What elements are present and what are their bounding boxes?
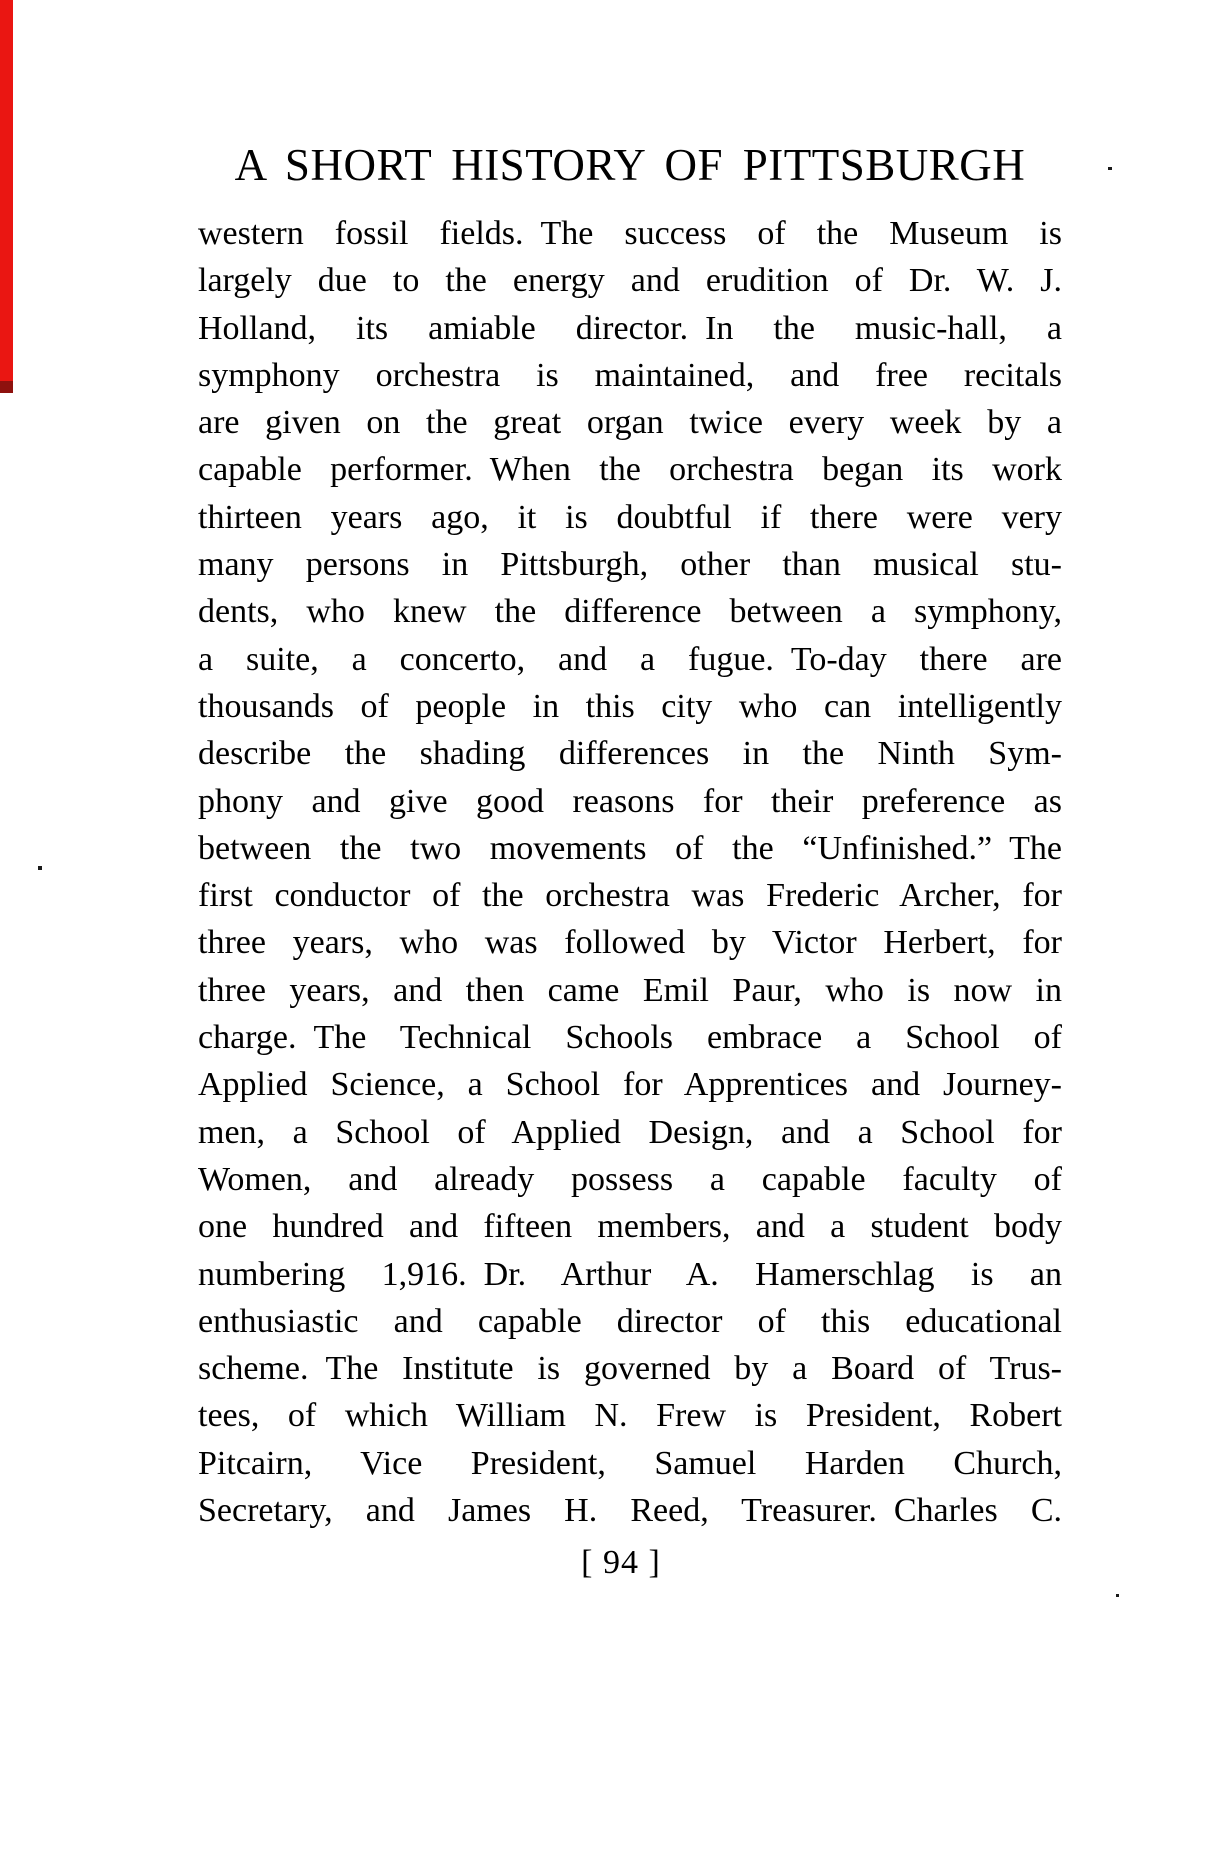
text-line: three years, who was followed by Victor Herbert, for [198, 924, 1062, 962]
text-line: western fossil fields. The success of the Museum is [198, 215, 1062, 252]
text-line: many persons in Pittsburgh, other than musical stu- [198, 546, 1062, 584]
text-line: Applied Science, a School for Apprentices and Journey- [198, 1066, 1062, 1104]
text-line: tees, of which William N. Frew is President, Robert [198, 1397, 1062, 1435]
text-line: Holland, its amiable director. In the music-hall, a [198, 309, 1062, 347]
text-line: scheme. The Institute is governed by a Board of Trus- [198, 1350, 1062, 1388]
text-line: describe the shading differences in the Ninth Sym- [198, 735, 1062, 773]
scan-edge-artifact-main [0, 0, 13, 381]
text-line: are given on the great organ twice every week by a [198, 404, 1062, 442]
scan-edge-artifact [0, 0, 13, 393]
text-line: thousands of people in this city who can intelligently [198, 687, 1062, 725]
text-line: Women, and already possess a capable faculty of [198, 1160, 1062, 1198]
text-line: first conductor of the orchestra was Frederic Archer, for [198, 877, 1062, 915]
body-text [198, 210, 1062, 1534]
text-line: dents, who knew the difference between a symphony, [198, 593, 1062, 631]
text-line: a suite, a concerto, and a fugue. To-day there are [198, 640, 1062, 678]
ink-speck [38, 866, 42, 870]
text-line: thirteen years ago, it is doubtful if there were very [198, 498, 1062, 536]
text-line: one hundred and fifteen members, and a student body [198, 1208, 1062, 1246]
scan-edge-artifact-tip [0, 381, 13, 393]
ink-speck [1108, 167, 1112, 170]
text-line: men, a School of Applied Design, and a School for [198, 1113, 1062, 1151]
text-line: three years, and then came Emil Paur, who is now in [198, 971, 1062, 1009]
text-line: capable performer. When the orchestra began its work [198, 451, 1062, 489]
text-line: between the two movements of the “Unfinished.” The [198, 829, 1062, 867]
text-line: enthusiastic and capable director of this educational [198, 1302, 1062, 1340]
ink-speck [1116, 1594, 1119, 1597]
text-line: phony and give good reasons for their preference as [198, 782, 1062, 820]
page-number: [ 94 ] [581, 1544, 661, 1581]
text-line: charge. The Technical Schools embrace a School of [198, 1019, 1062, 1057]
text-line: Pitcairn, Vice President, Samuel Harden Church, [198, 1444, 1062, 1482]
text-line: Secretary, and James H. Reed, Treasurer. Charles C. [198, 1492, 1062, 1530]
text-line: numbering 1,916. Dr. Arthur A. Hamerschlag is an [198, 1255, 1062, 1293]
text-line: largely due to the energy and erudition of Dr. W. J. [198, 262, 1062, 300]
page-title: A SHORT HISTORY OF PITTSBURGH [234, 140, 1026, 190]
text-line: symphony orchestra is maintained, and free recitals [198, 356, 1062, 394]
